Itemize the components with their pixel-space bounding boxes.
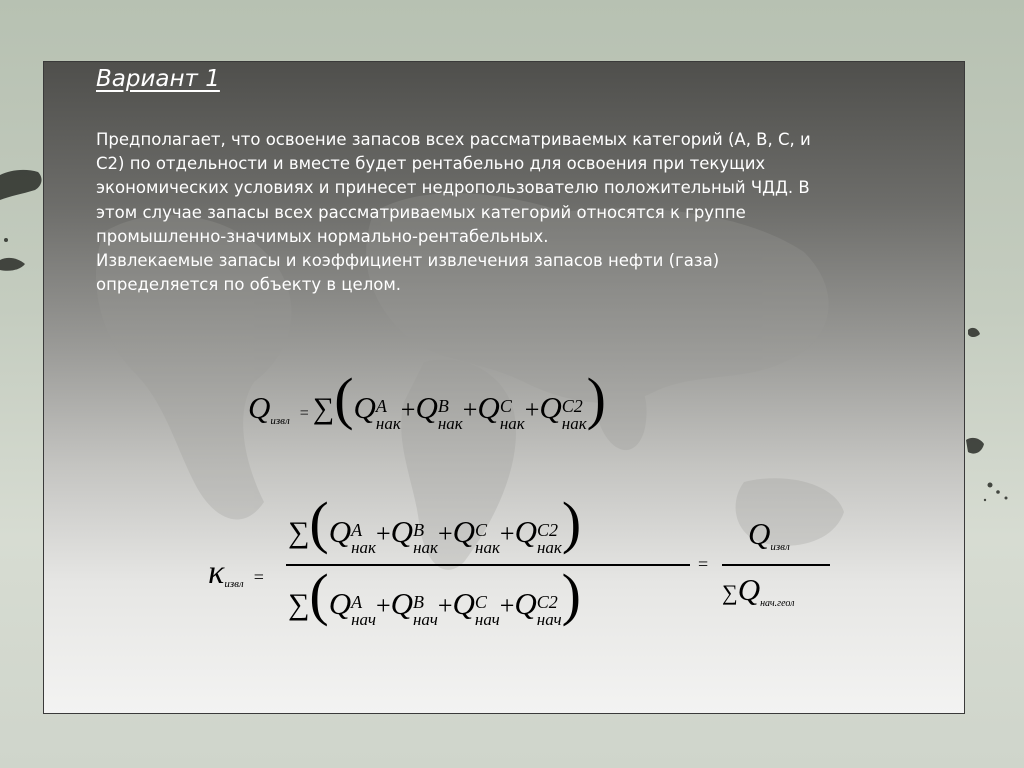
formula-symbol: Q	[514, 586, 537, 621]
plus-sign: +	[375, 591, 391, 620]
formula-superscript: C	[499, 395, 512, 416]
formula-index	[562, 397, 587, 432]
sum-sign: ∑	[288, 588, 310, 621]
formula-superscript: C2	[536, 591, 558, 612]
slide-panel	[43, 61, 965, 714]
formula-index	[475, 593, 500, 628]
formula-symbol: Q	[452, 586, 475, 621]
formula-subscript: нак	[561, 413, 587, 433]
formula-index	[413, 521, 438, 556]
formula-subscript: нак	[499, 413, 525, 433]
formula-symbol: Q	[328, 514, 352, 549]
paragraph-line: определяется по объекту в целом.	[96, 275, 402, 295]
formula-superscript: C	[475, 519, 488, 540]
plus-sign: +	[400, 395, 416, 424]
sum-sign: ∑	[312, 392, 335, 425]
formula-subscript: извл	[224, 578, 244, 590]
formula-subscript: нак	[413, 537, 438, 557]
formula-subscript: нак	[351, 537, 376, 557]
formula-index	[376, 397, 401, 432]
paragraph-line: экономических условиях и принесет недропользователю положительный ЧДД. В	[96, 178, 810, 198]
formula-index	[500, 397, 525, 432]
slide-title: Вариант 1	[96, 66, 220, 92]
sum-sign: ∑	[722, 580, 738, 605]
formula-subscript: нач.геол	[760, 598, 795, 609]
fraction-bar	[722, 564, 830, 566]
paren-open: (	[309, 562, 329, 627]
formula-index	[537, 593, 562, 628]
formula-symbol: Q	[248, 390, 271, 425]
formula-symbol: Q	[415, 390, 438, 425]
formula-subscript: извл	[270, 415, 290, 427]
plus-sign: +	[437, 519, 453, 548]
equals-sign: =	[253, 567, 264, 587]
formula-symbol: Q	[452, 514, 476, 549]
formula-symbol: Q	[477, 390, 500, 425]
paragraph-line: Извлекаемые запасы и коэффициент извлечения запасов нефти (газа)	[96, 251, 720, 271]
formula-index	[351, 521, 376, 556]
formula-index	[537, 521, 562, 556]
description-paragraph	[96, 128, 942, 297]
plus-sign: +	[499, 591, 515, 620]
formula-subscript: извл	[770, 541, 790, 553]
formula-subscript: нак	[437, 413, 463, 433]
plus-sign: +	[462, 395, 478, 424]
formula-subscript: нак	[536, 537, 562, 557]
formula-index	[475, 521, 500, 556]
formula-symbol: κ	[208, 554, 225, 591]
equals-sign: =	[299, 405, 309, 422]
formula-subscript: нач	[351, 609, 376, 629]
formula-symbol: Q	[737, 572, 761, 607]
formula-index	[351, 593, 376, 628]
formula-superscript: A	[351, 519, 363, 540]
formula-superscript: C2	[561, 395, 583, 416]
plus-sign: +	[437, 591, 453, 620]
paren-close: )	[561, 562, 581, 627]
formula-subscript: нак	[375, 413, 401, 433]
formula-symbol: Q	[539, 390, 562, 425]
formula-subscript: нач	[536, 609, 562, 629]
formula-symbol: Q	[353, 390, 376, 425]
formula-subscript: нач	[474, 609, 500, 629]
plus-sign: +	[499, 519, 515, 548]
formula-subscript: нак	[475, 537, 500, 557]
formula-symbol: Q	[748, 516, 771, 551]
formula-recovery-factor	[208, 490, 848, 634]
formula-subscript: нач	[413, 609, 438, 629]
formula-superscript: B	[437, 395, 449, 416]
equals-sign: =	[698, 554, 709, 574]
formula-index	[413, 593, 438, 628]
paren-close: )	[561, 490, 582, 555]
formula-symbol: Q	[390, 514, 414, 549]
formula-index	[438, 397, 463, 432]
formula-superscript: C2	[536, 519, 558, 540]
formula-superscript: B	[413, 519, 425, 540]
formula-superscript: A	[375, 395, 387, 416]
paragraph-line: промышленно-значимых нормально-рентабельных.	[96, 226, 549, 246]
formula-symbol: Q	[514, 514, 537, 549]
formula-symbol: Q	[328, 586, 352, 621]
formula-superscript: B	[413, 591, 424, 612]
formula-symbol: Q	[390, 586, 413, 621]
plus-sign: +	[376, 519, 391, 548]
formula-superscript: A	[351, 591, 363, 612]
paragraph-line: Предполагает, что освоение запасов всех рассматриваемых категорий (А, В, С, и	[96, 130, 811, 149]
formula-superscript: C	[474, 591, 487, 612]
sum-sign: ∑	[288, 516, 310, 549]
paren-open: (	[334, 366, 354, 431]
paren-open: (	[309, 490, 329, 555]
paren-close: )	[586, 366, 606, 431]
plus-sign: +	[524, 395, 540, 424]
paragraph-line: С2) по отдельности и вместе будет рентабельно для освоения при текущих	[96, 154, 766, 174]
formula-recoverable-reserves	[248, 366, 606, 433]
paragraph-line: этом случае запасы всех рассматриваемых категорий относятся к группе	[96, 202, 746, 222]
